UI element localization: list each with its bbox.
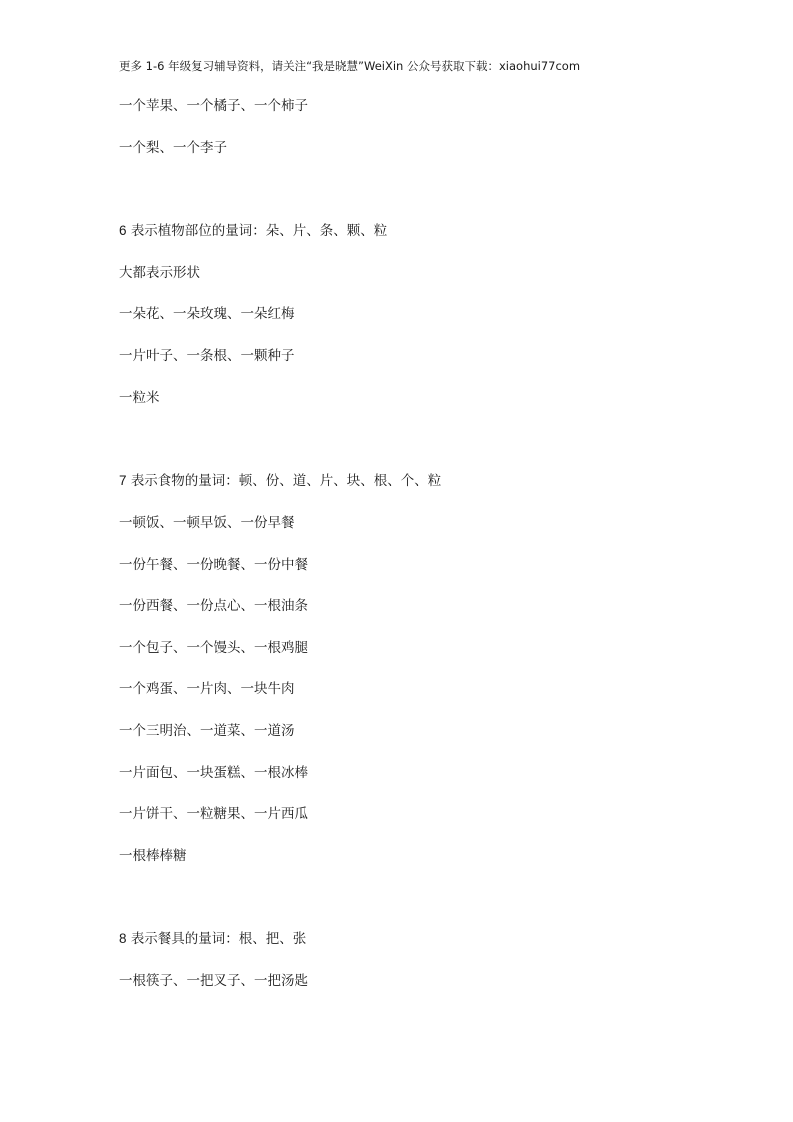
section-8-heading-text: 表示餐具的量词：根、把、张 [130, 931, 307, 947]
section-8-heading [119, 930, 306, 948]
section-7-line-5: 一个鸡蛋、一片肉、一块牛肉 [119, 681, 295, 697]
section-7-line-3: 一份西餐、一份点心、一根油条 [119, 598, 308, 614]
fruit-line-2: 一个梨、一个李子 [119, 140, 227, 156]
section-7-line-1: 一顿饭、一顿早饭、一份早餐 [119, 515, 295, 531]
section-6-note: 大都表示形状 [119, 265, 200, 281]
section-7-heading-text: 表示食物的量词：顿、份、道、片、块、根、个、粒 [130, 473, 442, 489]
section-6-line-2: 一片叶子、一条根、一颗种子 [119, 348, 295, 364]
section-6-number: 6 [119, 223, 127, 238]
section-7-line-9: 一根棒棒糖 [119, 848, 187, 864]
section-7-line-2: 一份午餐、一份晚餐、一份中餐 [119, 557, 308, 573]
section-6-heading-text: 表示植物部位的量词：朵、片、条、颗、粒 [130, 223, 388, 239]
section-7-number: 7 [119, 473, 127, 488]
header-notice: 更多 1-6 年级复习辅导资料，请关注“我是晓慧”WeiXin 公众号获取下载：xiaohui77com [119, 59, 581, 73]
section-7-heading [119, 472, 441, 490]
section-7-line-8: 一片饼干、一粒糖果、一片西瓜 [119, 806, 308, 822]
section-8-number: 8 [119, 931, 127, 946]
section-8-line-1: 一根筷子、一把叉子、一把汤匙 [119, 973, 308, 989]
section-6-line-1: 一朵花、一朵玫瑰、一朵红梅 [119, 306, 295, 322]
section-6-heading [119, 222, 387, 240]
section-7-line-7: 一片面包、一块蛋糕、一根冰棒 [119, 765, 308, 781]
section-7-line-4: 一个包子、一个馒头、一根鸡腿 [119, 640, 308, 656]
fruit-line-1: 一个苹果、一个橘子、一个柿子 [119, 98, 308, 114]
section-7-line-6: 一个三明治、一道菜、一道汤 [119, 723, 295, 739]
section-6-line-3: 一粒米 [119, 390, 160, 406]
